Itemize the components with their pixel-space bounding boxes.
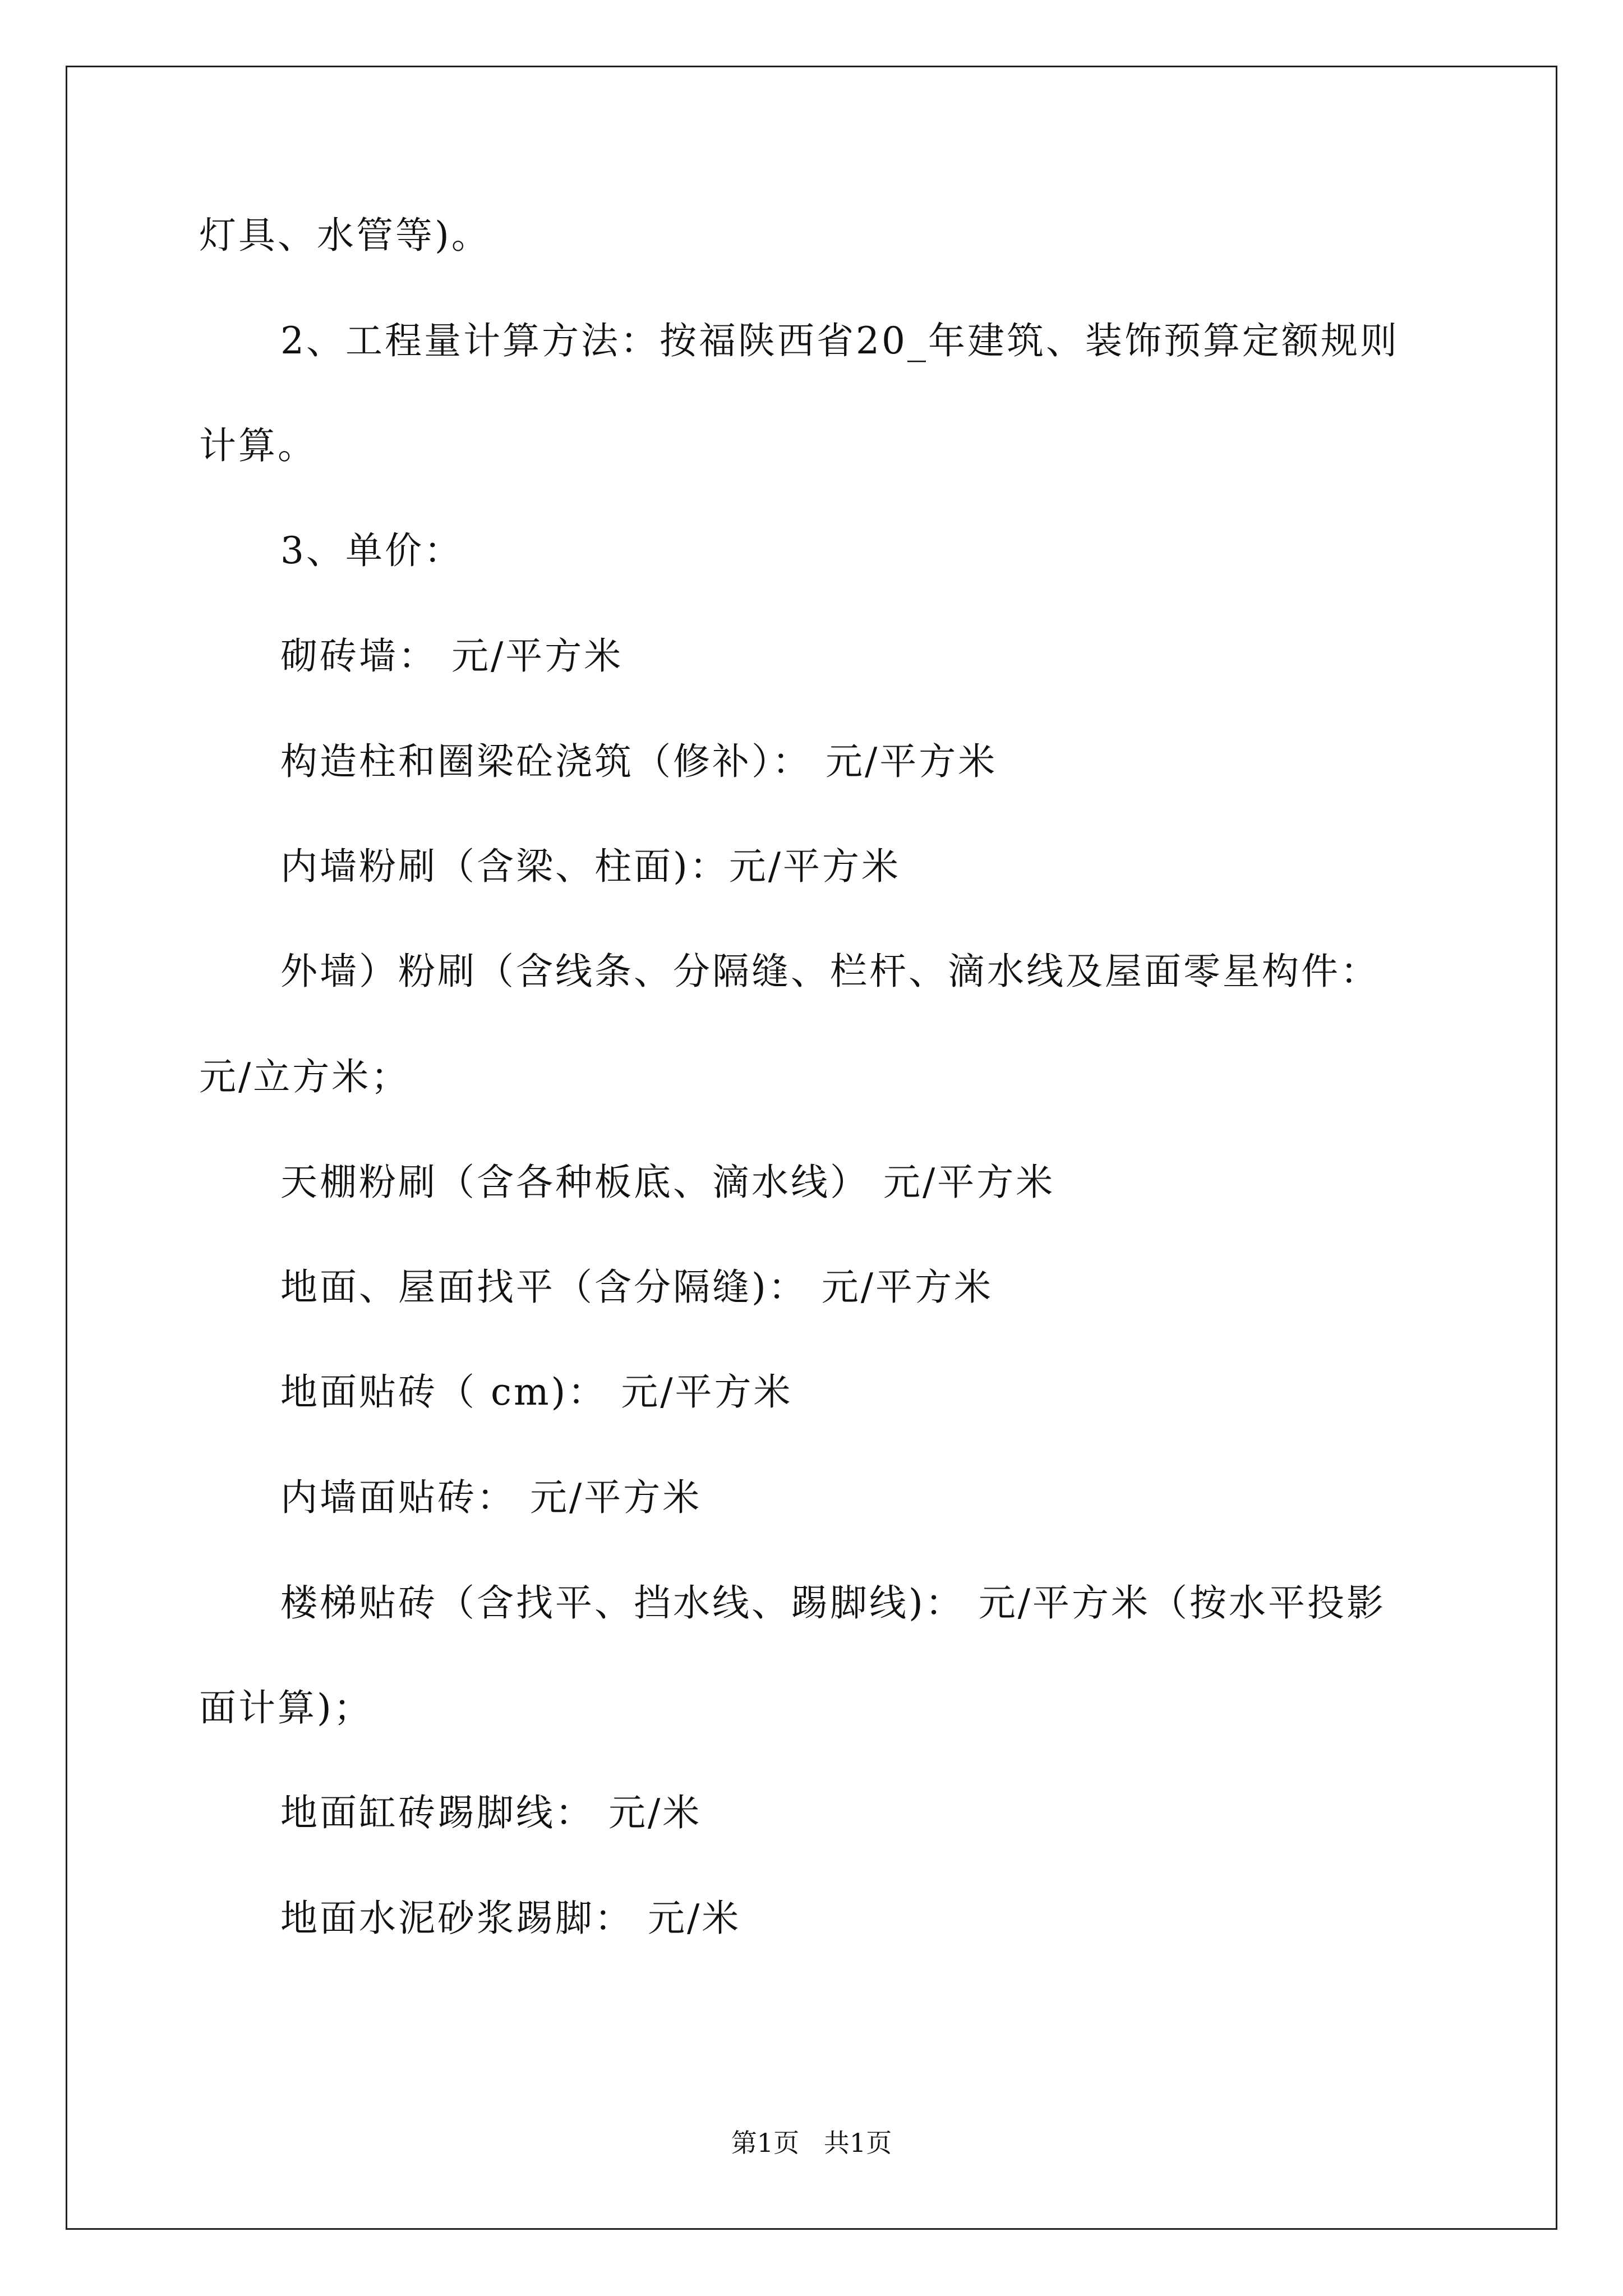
text-line: 2、工程量计算方法：按福陕西省20_年建筑、装饰预算定额规则 — [280, 319, 1399, 362]
text-line: 内墙粉刷（含梁、柱面)：元/平方米 — [280, 845, 901, 888]
text-line: 地面、屋面找平（含分隔缝)： 元/平方米 — [280, 1266, 993, 1309]
text-line: 元/立方米； — [199, 1055, 411, 1098]
text-line: 外墙）粉刷（含线条、分隔缝、栏杆、滴水线及屋面零星构件： — [280, 950, 1380, 993]
text-line: 计算。 — [199, 424, 317, 467]
text-line: 3、单价： — [280, 529, 463, 572]
text-line: 灯具、水管等)。 — [199, 214, 491, 257]
text-line: 面计算)； — [199, 1686, 373, 1729]
text-line: 楼梯贴砖（含找平、挡水线、踢脚线)： 元/平方米（按水平投影 — [280, 1581, 1386, 1625]
page-footer: 第1页 共1页 — [731, 2128, 892, 2158]
text-line: 地面贴砖（ cm)： 元/平方米 — [280, 1370, 793, 1414]
text-line: 天棚粉刷（含各种板底、滴水线） 元/平方米 — [280, 1161, 1055, 1204]
text-line: 地面缸砖踢脚线： 元/米 — [280, 1791, 702, 1834]
text-line: 砌砖墙： 元/平方米 — [280, 634, 624, 678]
text-line: 构造柱和圈梁砼浇筑（修补）： 元/平方米 — [280, 740, 998, 783]
text-line: 地面水泥砂浆踢脚： 元/米 — [280, 1897, 741, 1940]
text-line: 内墙面贴砖： 元/平方米 — [280, 1476, 702, 1519]
